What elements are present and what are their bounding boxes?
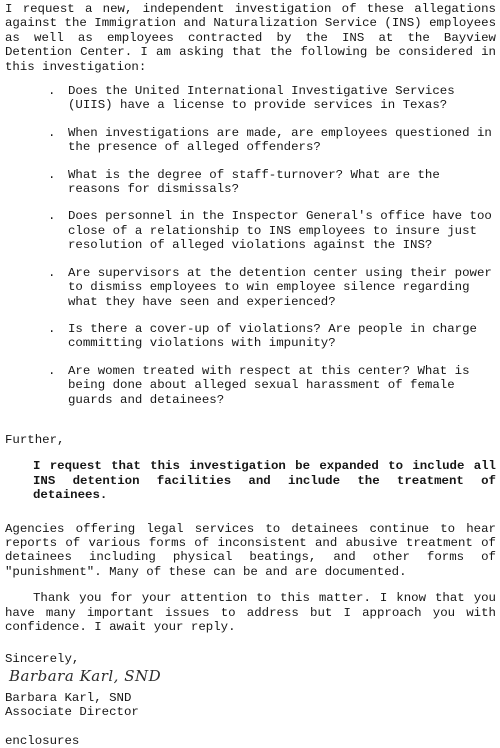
closing-salutation: Sincerely, (5, 652, 80, 667)
question-item (5, 209, 496, 252)
request-paragraph: I request that this investigation be expanded to include all INS detention facilities and include the treatment of detainees. (33, 459, 496, 503)
question-item (5, 322, 496, 351)
question-item (5, 364, 496, 407)
signer-title: Associate Director (5, 705, 139, 720)
thanks-paragraph: Thank you for your attention to this matter. I know that you have many important issues to address but I approach you with confidence. I await your reply. (5, 591, 496, 634)
question-text: Is there a cover-up of violations? Are people in charge committing violations with impunity? (68, 321, 477, 351)
question-item (5, 126, 496, 155)
question-text: Are women treated with respect at this center? What is being done about alleged sexual harassment of female guards and detainees? (68, 363, 470, 407)
bullet-marker: . (48, 363, 56, 378)
agencies-paragraph: Agencies offering legal services to detainees continue to hear reports of various forms of inconsistent and abusive treatment of detainees including physical beatings, and other forms of "punishment". Many of these can be and are documented. (5, 521, 496, 579)
question-list (5, 84, 496, 407)
further-heading: Further, (5, 432, 65, 447)
question-text: What is the degree of staff-turnover? What are the reasons for dismissals? (68, 167, 440, 197)
intro-paragraph: I request a new, independent investigation of these allegations against the Immigration and Naturalization Service (INS) employees as well as employees contracted by the INS at the Bayview Detention Center. I am asking that the following be considered in this investigation: (5, 2, 496, 74)
question-item (5, 266, 496, 309)
question-text: When investigations are made, are employees questioned in the presence of alleged offenders? (68, 125, 492, 155)
bullet-marker: . (48, 167, 56, 182)
question-item (5, 84, 496, 113)
enclosures-note: enclosures (5, 733, 80, 748)
question-text: Are supervisors at the detention center using their power to dismiss employees to win employee silence regarding what they have seen and experienced? (68, 265, 492, 309)
question-text: Does personnel in the Inspector General's office have too close of a relationship to INS employees to insure just resolution of alleged violations against the INS? (68, 209, 492, 253)
question-item (5, 168, 496, 197)
bullet-marker: . (48, 321, 56, 336)
question-text: Does the United International Investigative Services (UIIS) have a license to provide services in Texas? (68, 84, 455, 113)
bullet-marker: . (48, 125, 56, 140)
signature-script: Barbara Karl, SND (9, 666, 162, 685)
bullet-marker: . (48, 209, 56, 224)
handwritten-signature (5, 667, 496, 691)
bullet-marker: . (48, 265, 56, 280)
bullet-marker: . (48, 84, 56, 99)
signer-name: Barbara Karl, SND (5, 690, 132, 705)
letter-page (5, 2, 496, 748)
